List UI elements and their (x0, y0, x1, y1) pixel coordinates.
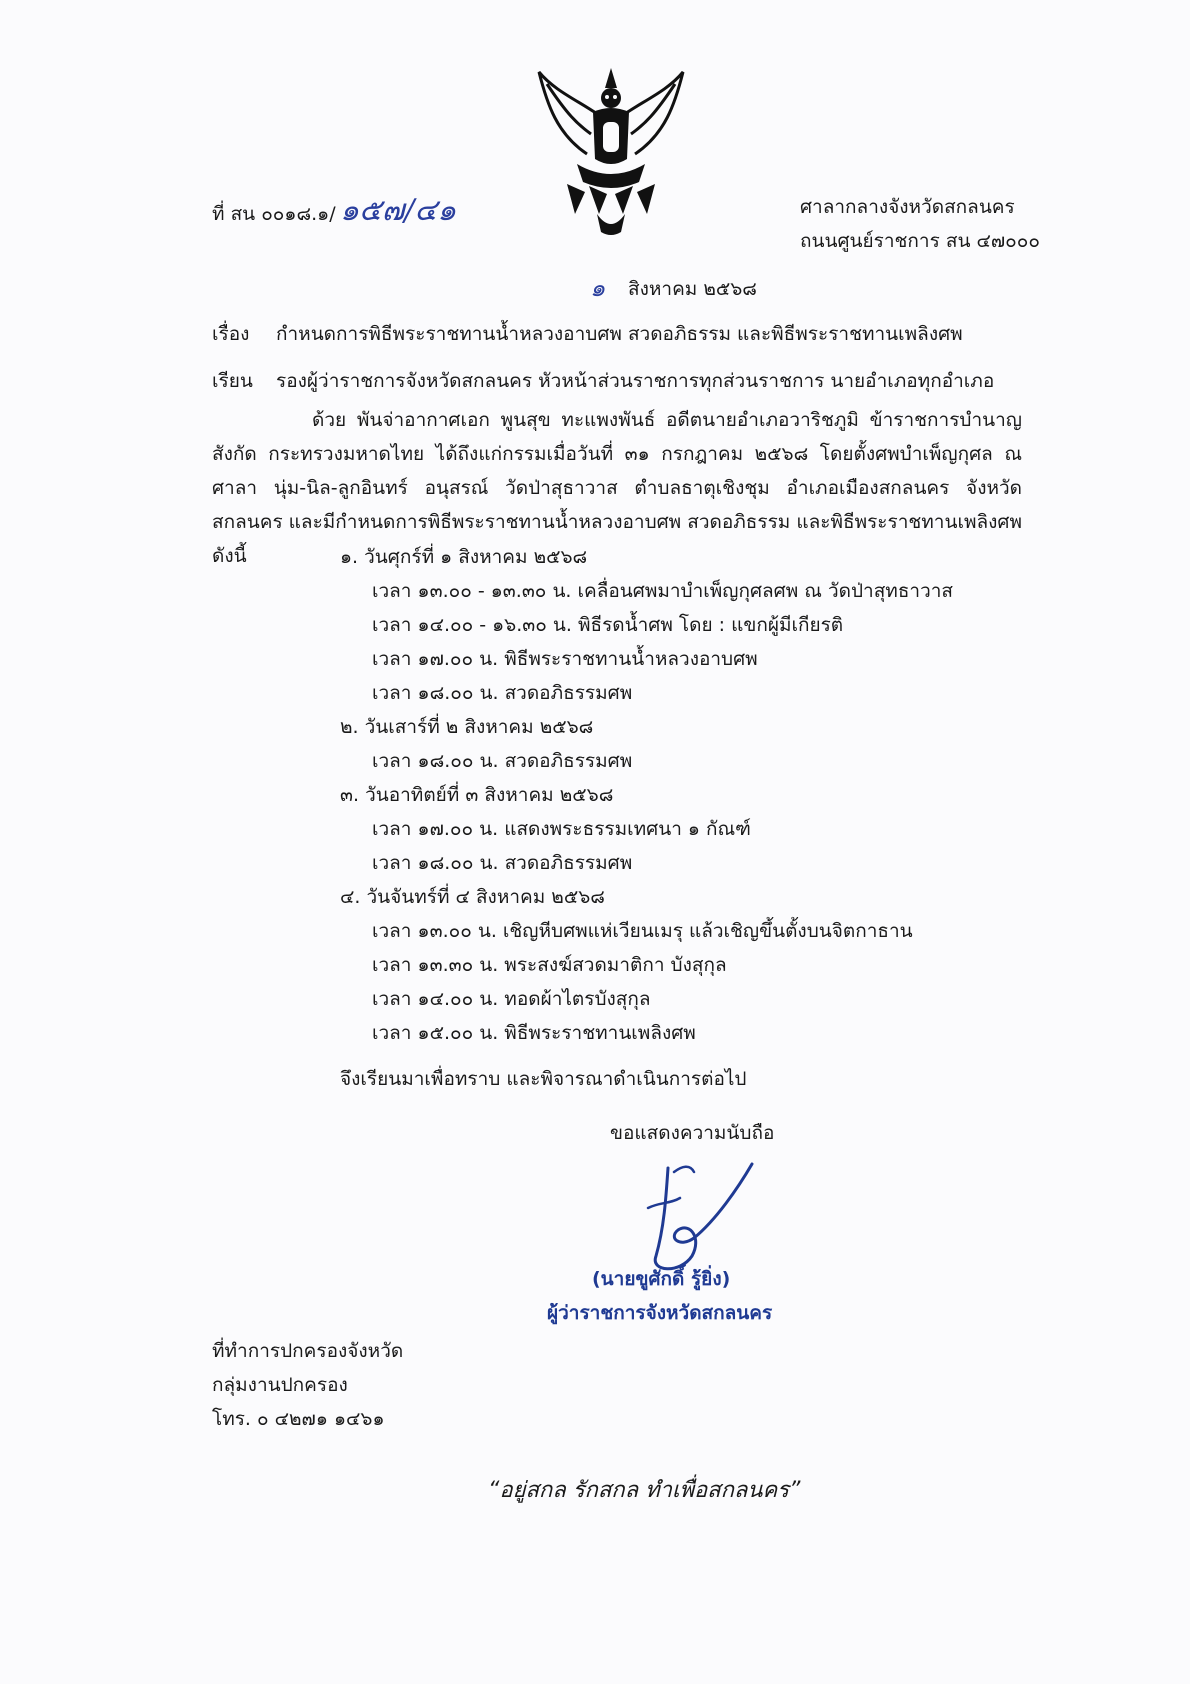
recipient-text: รองผู้ว่าราชการจังหวัดสกลนคร หัวหน้าส่วนราชการทุกส่วนราชการ นายอำเภอทุกอำเภอ (276, 370, 995, 392)
reference-prefix: ที่ สน ๐๐๑๘.๑/ (212, 203, 336, 225)
schedule-item: เวลา ๑๓.๐๐ - ๑๓.๓๐ น. เคลื่อนศพมาบำเพ็ญกุศลศพ ณ วัดป่าสุทธาวาส (372, 580, 954, 602)
slogan: “อยู่สกล รักสกล ทำเพื่อสกลนคร” (488, 1478, 801, 1503)
schedule-item: เวลา ๑๓.๓๐ น. พระสงฆ์สวดมาติกา บังสุกุล (372, 954, 727, 976)
schedule-item: เวลา ๑๓.๐๐ น. เชิญหีบศพแห่เวียนเมรุ แล้วเชิญขึ้นตั้งบนจิตกาธาน (372, 920, 913, 942)
schedule-item: เวลา ๑๔.๐๐ น. ทอดผ้าไตรบังสุกุล (372, 988, 651, 1010)
schedule-day-3: ๓. วันอาทิตย์ที่ ๓ สิงหาคม ๒๕๖๘ (340, 784, 614, 806)
body-paragraph (212, 403, 1022, 573)
schedule-item: เวลา ๑๗.๐๐ น. แสดงพระธรรมเทศนา ๑ กัณฑ์ (372, 818, 751, 840)
closing-text: จึงเรียนมาเพื่อทราบ และพิจารณาดำเนินการต่อไป (340, 1068, 747, 1090)
schedule-day-1: ๑. วันศุกร์ที่ ๑ สิงหาคม ๒๕๖๘ (340, 546, 588, 568)
schedule-item: เวลา ๑๘.๐๐ น. สวดอภิธรรมศพ (372, 682, 633, 704)
schedule-item: เวลา ๑๔.๐๐ - ๑๖.๓๐ น. พิธีรดน้ำศพ โดย : แขกผู้มีเกียรติ (372, 614, 844, 636)
footer-phone: โทร. ๐ ๔๒๗๑ ๑๔๖๑ (212, 1408, 385, 1430)
footer-department: ที่ทำการปกครองจังหวัด (212, 1340, 404, 1362)
schedule-item: เวลา ๑๘.๐๐ น. สวดอภิธรรมศพ (372, 750, 633, 772)
schedule-item: เวลา ๑๘.๐๐ น. สวดอภิธรรมศพ (372, 852, 633, 874)
signer-position: ผู้ว่าราชการจังหวัดสกลนคร (547, 1302, 773, 1324)
schedule-day-4: ๔. วันจันทร์ที่ ๔ สิงหาคม ๒๕๖๘ (340, 886, 605, 908)
office-name: ศาลากลางจังหวัดสกลนคร (800, 196, 1015, 218)
body-paragraph-text: ด้วย พันจ่าอากาศเอก พูนสุข ทะแพงพันธ์ อดีตนายอำเภอวาริชภูมิ ข้าราชการบำนาญ สังกัด กระทรวงมหาดไทย ได้ถึงแก่กรรมเมื่อวันที่ ๓๑ กรกฎาคม ๒๕๖๘ โดยตั้งศพบำเพ็ญกุศล ณ ศาลา นุ่ม-นิล-ลูกอินทร์ อนุสรณ์ วัดป่าสุธาวาส ตำบลธาตุเชิงชุม อำเภอเมืองสกลนคร จังหวัดสกลนคร และมีกำหนดการพิธีพระราชทานน้ำหลวงอาบศพ สวดอภิธรรม และพิธีพระราชทานเพลิงศพ ดังนี้ (212, 409, 1022, 567)
reference-number-handwritten: ๑๕๗/๔๑ (340, 193, 457, 228)
subject-text: กำหนดการพิธีพระราชทานน้ำหลวงอาบศพ สวดอภิธรรม และพิธีพระราชทานเพลิงศพ (276, 323, 963, 345)
date-day-handwritten: ๑ (590, 274, 606, 302)
handwritten-signature-icon (620, 1138, 760, 1278)
footer-division: กลุ่มงานปกครอง (212, 1374, 348, 1396)
recipient-label: เรียน (212, 370, 253, 392)
garuda-emblem-icon (527, 64, 695, 238)
schedule-item: เวลา ๑๕.๐๐ น. พิธีพระราชทานเพลิงศพ (372, 1022, 696, 1044)
schedule-day-2: ๒. วันเสาร์ที่ ๒ สิงหาคม ๒๕๖๘ (340, 716, 594, 738)
signer-name: (นายขูศักดิ์ รู้ยิ่ง) (592, 1268, 731, 1290)
regards-text: ขอแสดงความนับถือ (610, 1122, 775, 1144)
schedule-item: เวลา ๑๗.๐๐ น. พิธีพระราชทานน้ำหลวงอาบศพ (372, 648, 758, 670)
office-address: ถนนศูนย์ราชการ สน ๔๗๐๐๐ (800, 230, 1040, 252)
subject-label: เรื่อง (212, 323, 250, 345)
date-month-year: สิงหาคม ๒๕๖๘ (628, 278, 757, 300)
